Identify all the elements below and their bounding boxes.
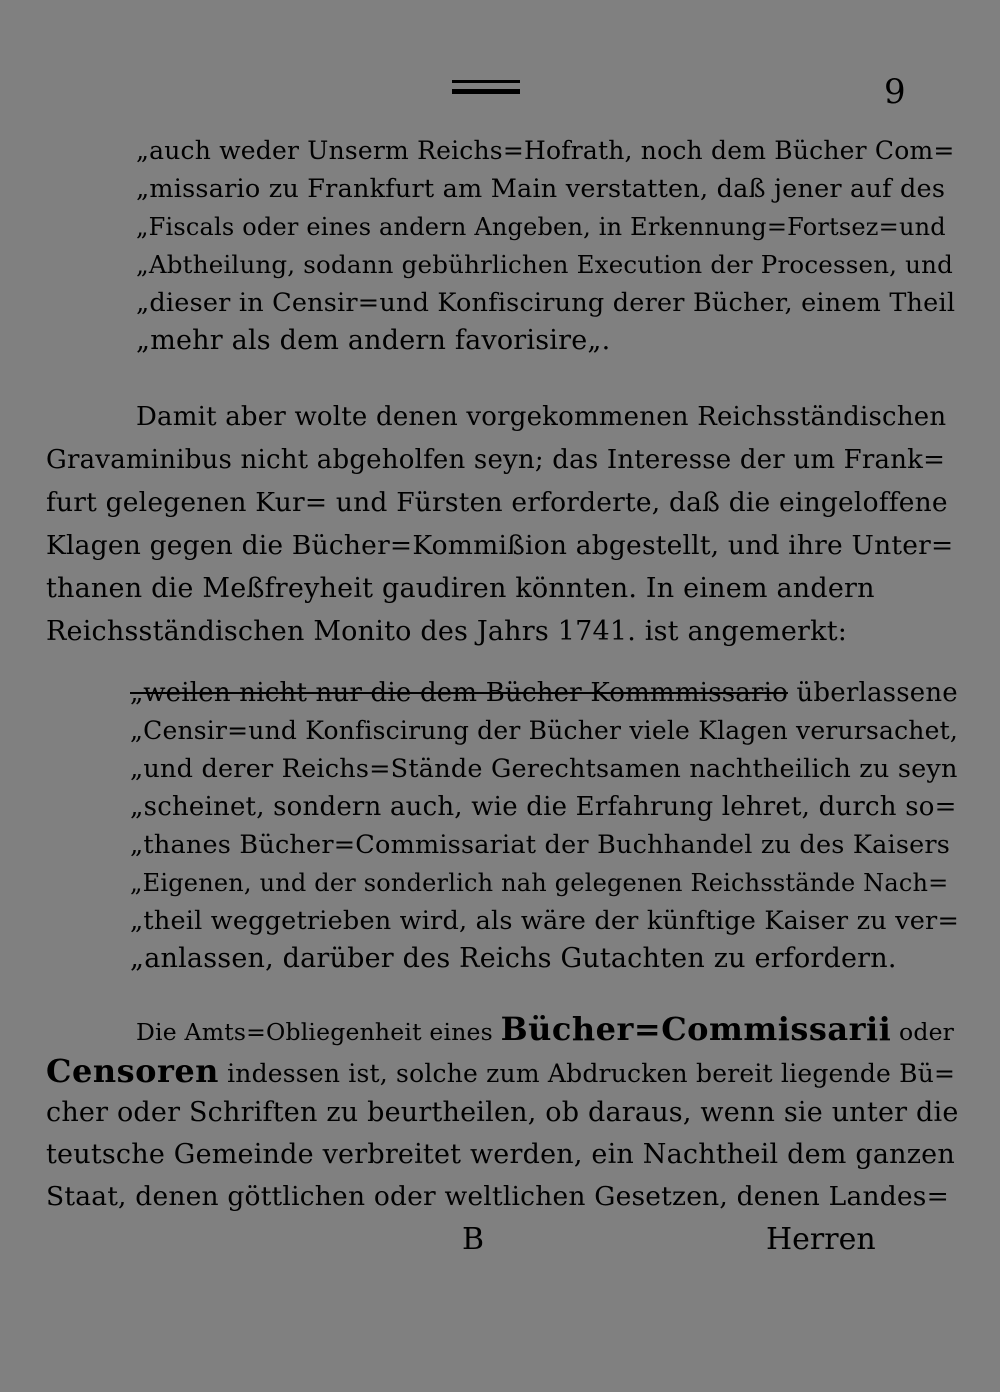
text-line: „theil weggetrieben wird, als wäre der künftige Kaiser zu ver= (130, 906, 960, 936)
catchword: Herren (766, 1222, 876, 1257)
text-line: thanen die Meßfreyheit gaudiren könnten. In einem andern (46, 573, 875, 604)
emphasized-term: Bücher=Commissarii (500, 1010, 892, 1048)
text-line: Gravaminibus nicht abgeholfen seyn; das Interesse der um Frank= (46, 445, 946, 475)
text-line: furt gelegenen Kur= und Fürsten erforderte, daß die eingeloffene (46, 487, 948, 518)
text-line: Staat, denen göttlichen oder weltlichen Gesetzen, denen Landes= (46, 1181, 949, 1212)
text-line: „scheinet, sondern auch, wie die Erfahrung lehret, durch so= (130, 792, 957, 822)
text-line (46, 1054, 955, 1091)
text-run: überlassene (787, 678, 958, 708)
text-line: „mehr als dem andern favorisire„. (136, 325, 611, 356)
emphasized-term: Censoren (46, 1052, 219, 1090)
text-line (130, 676, 958, 710)
text-line: cher oder Schriften zu beurtheilen, ob daraus, wenn sie unter die (46, 1097, 959, 1128)
signature-mark: B (462, 1222, 485, 1257)
text-line: „Censir=und Konfiscirung der Bücher viele Klagen verursachet, (130, 716, 958, 745)
struck-text: „weilen nicht nur die dem Bücher Kommmissario (130, 678, 788, 708)
text-line: „Abtheilung, sodann gebührlichen Execution der Processen, und (136, 250, 954, 279)
text-line: „auch weder Unserm Reichs=Hofrath, noch dem Bücher Com= (136, 136, 955, 165)
text-line (136, 1012, 954, 1049)
text-line: „Eigenen, und der sonderlich nah gelegenen Reichsstände Nach= (130, 869, 949, 897)
text-line: teutsche Gemeinde verbreitet werden, ein Nachtheil dem ganzen (46, 1139, 955, 1170)
text-line: „missario zu Frankfurt am Main verstatten, daß jener auf des (136, 174, 946, 204)
text-line: „thanes Bücher=Commissariat der Buchhandel zu des Kaisers (130, 830, 951, 860)
header-rule (452, 80, 520, 94)
text-line: Damit aber wolte denen vorgekommenen Reichsständischen (136, 402, 947, 432)
text-run: Die Amts=Obliegenheit eines (136, 1018, 501, 1046)
text-line: Reichsständischen Monito des Jahrs 1741. ist angemerkt: (46, 616, 848, 647)
text-run: indessen ist, solche zum Abdrucken bereit liegende Bü= (218, 1059, 956, 1088)
text-run: oder (891, 1018, 955, 1046)
page-number: 9 (884, 72, 906, 112)
text-line: Klagen gegen die Bücher=Kommißion abgestellt, und ihre Unter= (46, 530, 954, 561)
text-line: „und derer Reichs=Stände Gerechtsamen nachtheilich zu seyn (130, 754, 958, 784)
text-line: „dieser in Censir=und Konfiscirung derer Bücher, einem Theil (136, 288, 956, 318)
text-line: „anlassen, darüber des Reichs Gutachten zu erfordern. (130, 943, 897, 974)
text-line: „Fiscals oder eines andern Angeben, in Erkennung=Fortsez=und (136, 213, 946, 241)
